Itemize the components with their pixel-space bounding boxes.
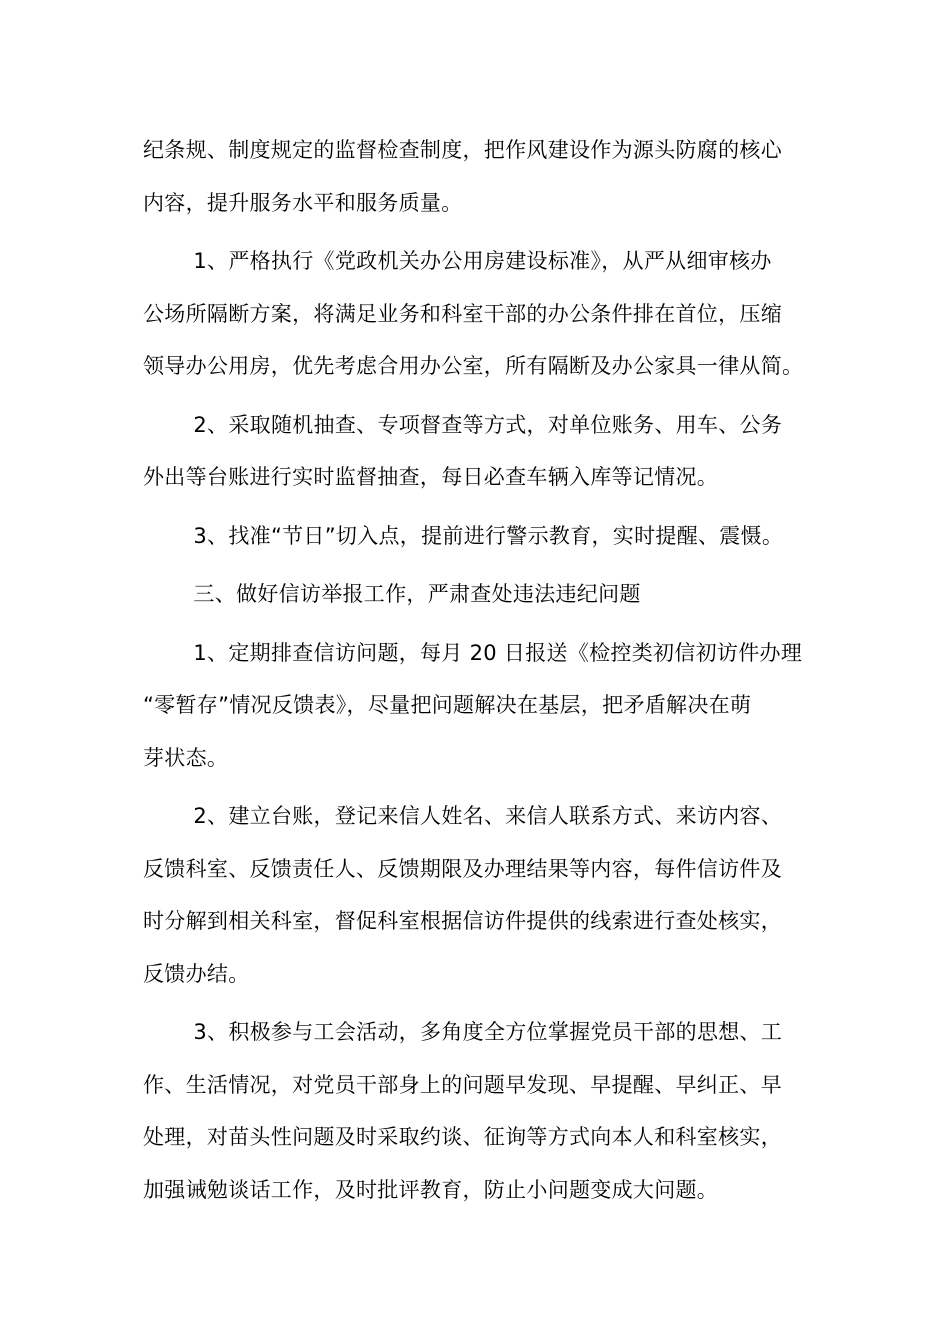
- text-line: 内容，提升服务水平和服务质量。: [143, 190, 463, 215]
- paragraph-5: [143, 627, 808, 785]
- text-line: 加强诫勉谈话工作，及时批评教育，防止小问题变成大问题。: [143, 1177, 719, 1202]
- text-line: 公场所隔断方案，将满足业务和科室干部的办公条件排在首位，压缩: [143, 301, 782, 326]
- paragraph-3: [143, 399, 808, 504]
- paragraph-2: [143, 235, 808, 393]
- text-line: 3、找准“节日”切入点，提前进行警示教育，实时提醒、震慑。: [193, 523, 784, 548]
- text-line: 处理，对苗头性问题及时采取约谈、征询等方式向本人和科室核实，: [143, 1125, 782, 1149]
- paragraph-6: [143, 790, 808, 1000]
- text-line: 2、采取随机抽查、专项督查等方式，对单位账务、用车、公务: [193, 412, 783, 437]
- text-line: 1、严格执行《党政机关办公用房建设标准》，从严从细审核办: [193, 249, 772, 273]
- section-heading: [143, 568, 808, 621]
- text-line: 1、定期排查信访问题，每月 20 日报送《检控类初信初访件办理: [193, 640, 803, 665]
- text-line: 作、生活情况，对党员干部身上的问题早发现、早提醒、早纠正、早: [143, 1072, 782, 1097]
- text-line: 纪条规、制度规定的监督检查制度，把作风建设作为源头防腐的核心: [143, 138, 782, 162]
- text-line: 2、建立台账，登记来信人姓名、来信人联系方式、来访内容、: [193, 804, 783, 828]
- paragraph-1: [143, 124, 808, 229]
- text-line: 领导办公用房，优先考虑合用办公室，所有隔断及办公家具一律从简。: [143, 354, 804, 378]
- text-line: 反馈科室、反馈责任人、反馈期限及办理结果等内容，每件信访件及: [143, 856, 782, 881]
- text-line: 外出等台账进行实时监督抽查，每日必查车辆入库等记情况。: [143, 465, 719, 489]
- text-line: “零暂存”情况反馈表》，尽量把问题解决在基层，把矛盾解决在萌: [143, 693, 752, 717]
- text-line: 反馈办结。: [143, 961, 250, 986]
- paragraph-4: [143, 510, 808, 563]
- text-line: 3、积极参与工会活动，多角度全方位掌握党员干部的思想、工: [193, 1020, 783, 1044]
- text-line: 芽状态。: [143, 745, 229, 770]
- text-line: 时分解到相关科室，督促科室根据信访件提供的线索进行查处核实，: [143, 909, 782, 933]
- document-body: [143, 124, 808, 1222]
- text-line: 三、做好信访举报工作，严肃查处违法违纪问题: [193, 582, 641, 606]
- paragraph-7: [143, 1006, 808, 1216]
